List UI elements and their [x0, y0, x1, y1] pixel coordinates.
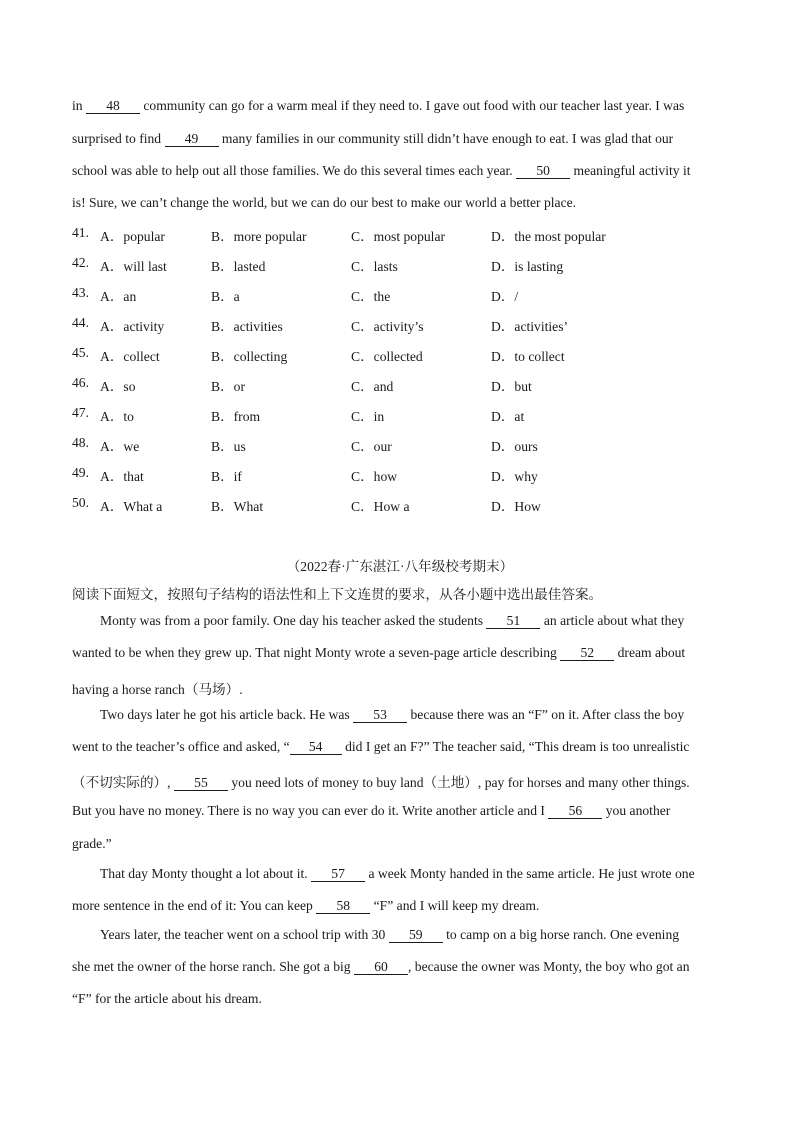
option-a: A．an	[100, 289, 137, 304]
option-a: A．will last	[100, 259, 167, 274]
option-c: C．most popular	[351, 229, 446, 244]
option-b: B．from	[211, 409, 261, 424]
passage1-line-2: surprised to find 49 many families in our community still didn’t have enough to eat. I was glad that our	[72, 131, 674, 146]
option-d: D．at	[491, 409, 525, 424]
option-d: D．ours	[491, 439, 538, 454]
passage2-p2-line-4: But you have no money. There is no way you can ever do it. Write another article and I 56 you another	[72, 803, 671, 818]
passage2-p3-line-2: more sentence in the end of it: You can keep 58 “F” and I will keep my dream.	[72, 898, 540, 913]
option-b: B．What	[211, 499, 264, 514]
option-b: B．us	[211, 439, 246, 454]
option-b: B．more popular	[211, 229, 307, 244]
passage2-p4-line-3: “F” for the article about his dream.	[72, 991, 262, 1006]
question-number: 43.	[72, 285, 89, 300]
blank-59: 59	[389, 928, 443, 943]
passage1-line-1: in 48 community can go for a warm meal if they need to. I gave out food with our teacher last year. I was	[72, 98, 685, 113]
option-c: C．How a	[351, 499, 410, 514]
option-b: B．a	[211, 289, 240, 304]
question-number: 41.	[72, 225, 89, 240]
option-d: D．is lasting	[491, 259, 564, 274]
option-a: A．What a	[100, 499, 163, 514]
section-source: （2022春·广东湛江·八年级校考期末）	[286, 559, 514, 574]
blank-56: 56	[548, 804, 602, 819]
passage2-p2-line-1: Two days later he got his article back. He was 53 because there was an “F” on it. After class the boy	[100, 707, 685, 722]
option-d: D．the most popular	[491, 229, 606, 244]
option-a: A．that	[100, 469, 144, 484]
option-b: B．if	[211, 469, 242, 484]
option-d: D．How	[491, 499, 541, 514]
option-c: C．lasts	[351, 259, 398, 274]
blank-57: 57	[311, 867, 365, 882]
blank-55: 55	[174, 776, 228, 791]
option-a: A．we	[100, 439, 140, 454]
option-d: D．to collect	[491, 349, 565, 364]
passage2-p2-line-2: went to the teacher’s office and asked, “ 54 did I get an F?” The teacher said, “This dream is too unrealistic	[72, 739, 690, 754]
option-a: A．so	[100, 379, 136, 394]
passage2-p1-line-2: wanted to be when they grew up. That night Monty wrote a seven-page article describing 52 dream about	[72, 645, 686, 660]
question-number: 49.	[72, 465, 89, 480]
option-c: C．in	[351, 409, 385, 424]
option-d: D．why	[491, 469, 538, 484]
passage2-p3-line-1: That day Monty thought a lot about it. 57 a week Monty handed in the same article. He just wrote one	[100, 866, 695, 881]
option-d: D．/	[491, 289, 519, 304]
blank-51: 51	[486, 614, 540, 629]
question-number: 47.	[72, 405, 89, 420]
blank-54: 54	[290, 740, 342, 755]
passage2-p4-line-1: Years later, the teacher went on a school trip with 30 59 to camp on a big horse ranch. One evening	[100, 927, 680, 942]
blank-52: 52	[560, 646, 614, 661]
passage1-line-4: is! Sure, we can’t change the world, but we can do our best to make our world a better place.	[72, 195, 577, 210]
passage2-p1-line-1: Monty was from a poor family. One day his teacher asked the students 51 an article about what they	[100, 613, 685, 628]
option-a: A．activity	[100, 319, 165, 334]
question-number: 42.	[72, 255, 89, 270]
question-number: 44.	[72, 315, 89, 330]
option-c: C．how	[351, 469, 398, 484]
question-number: 50.	[72, 495, 89, 510]
option-c: C．collected	[351, 349, 423, 364]
option-c: C．the	[351, 289, 391, 304]
blank-48: 48	[86, 99, 140, 114]
blank-53: 53	[353, 708, 407, 723]
passage2-p2-line-5: grade.”	[72, 836, 112, 851]
blank-50: 50	[516, 164, 570, 179]
option-b: B．lasted	[211, 259, 266, 274]
option-d: D．activities’	[491, 319, 569, 334]
option-a: A．collect	[100, 349, 160, 364]
option-c: C．activity’s	[351, 319, 424, 334]
option-a: A．to	[100, 409, 134, 424]
passage2-p1-line-3: having a horse ranch（马场）.	[72, 682, 243, 697]
blank-60: 60	[354, 960, 408, 975]
option-c: C．our	[351, 439, 392, 454]
passage2-p4-line-2: she met the owner of the horse ranch. She got a big 60 , because the owner was Monty, the boy who got an	[72, 959, 690, 974]
option-b: B．or	[211, 379, 245, 394]
question-number: 45.	[72, 345, 89, 360]
option-d: D．but	[491, 379, 532, 394]
passage1-line-3: school was able to help out all those families. We do this several times each year. 50 meaningful activity it	[72, 163, 691, 178]
question-number: 46.	[72, 375, 89, 390]
section-instruction: 阅读下面短文，按照句子结构的语法性和上下文连贯的要求，从各小题中选出最佳答案。	[72, 587, 603, 602]
option-b: B．collecting	[211, 349, 288, 364]
blank-49: 49	[165, 132, 219, 147]
question-number: 48.	[72, 435, 89, 450]
blank-58: 58	[316, 899, 370, 914]
option-c: C．and	[351, 379, 394, 394]
option-a: A．popular	[100, 229, 165, 244]
passage2-p2-line-3: （不切实际的）, 55 you need lots of money to buy land（土地）, pay for horses and many other things.	[72, 775, 690, 790]
option-b: B．activities	[211, 319, 283, 334]
